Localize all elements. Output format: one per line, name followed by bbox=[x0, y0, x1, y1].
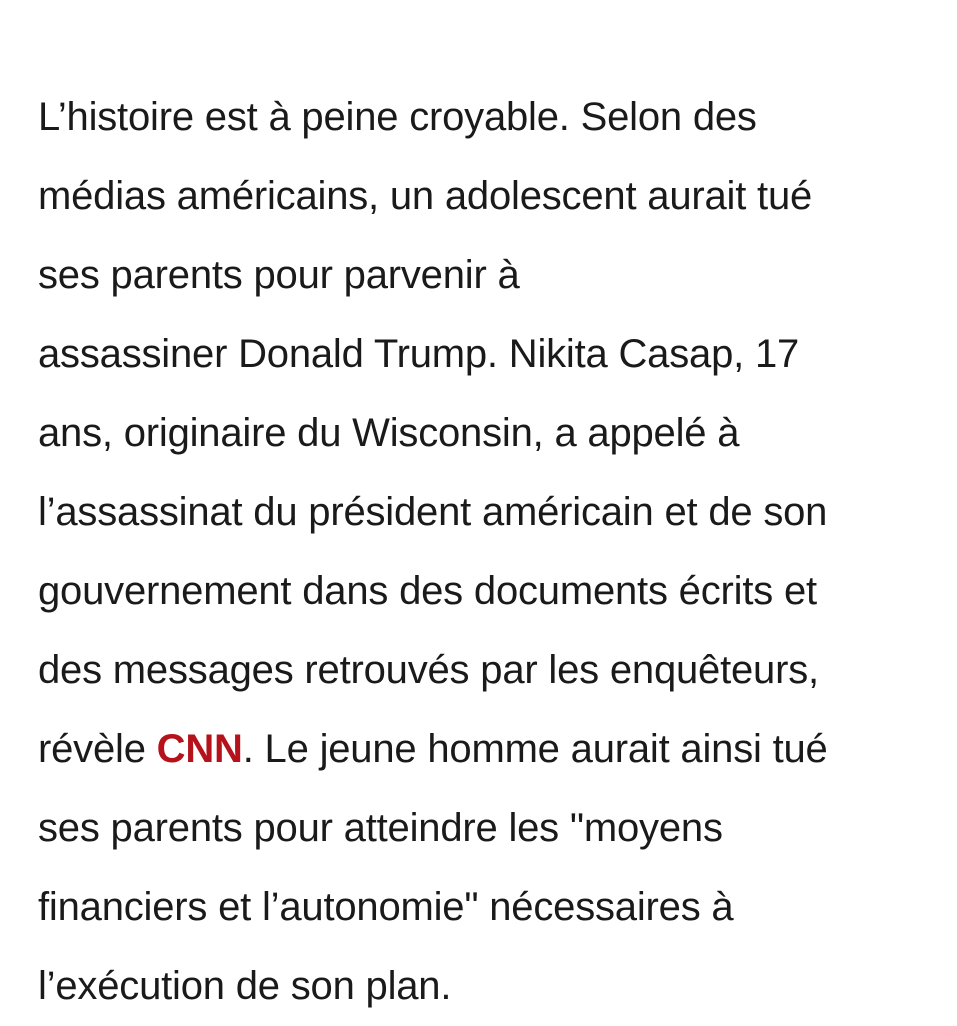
text-line: ses parents pour parvenir à bbox=[38, 253, 520, 297]
text-line: L’histoire est à peine croyable. Selon des bbox=[38, 95, 757, 139]
article-paragraph bbox=[38, 78, 918, 1026]
text-segment: révèle bbox=[38, 727, 157, 771]
text-line: l’assassinat du président américain et de son bbox=[38, 490, 828, 534]
text-segment: . Le jeune homme aurait ainsi tué bbox=[242, 727, 828, 771]
text-line: ans, originaire du Wisconsin, a appelé à bbox=[38, 411, 740, 455]
text-line: gouvernement dans des documents écrits et bbox=[38, 569, 817, 613]
text-line-with-link bbox=[38, 710, 918, 789]
text-line: des messages retrouvés par les enquêteurs, bbox=[38, 648, 819, 692]
text-line: médias américains, un adolescent aurait tué bbox=[38, 174, 813, 218]
text-line: financiers et l’autonomie" nécessaires à bbox=[38, 885, 734, 929]
text-line: ses parents pour atteindre les "moyens bbox=[38, 806, 723, 850]
cnn-source-link[interactable]: CNN bbox=[156, 727, 243, 771]
article-body bbox=[38, 78, 918, 1026]
text-line: l’exécution de son plan. bbox=[38, 964, 452, 1008]
text-line: assassiner Donald Trump. Nikita Casap, 17 bbox=[38, 332, 800, 376]
